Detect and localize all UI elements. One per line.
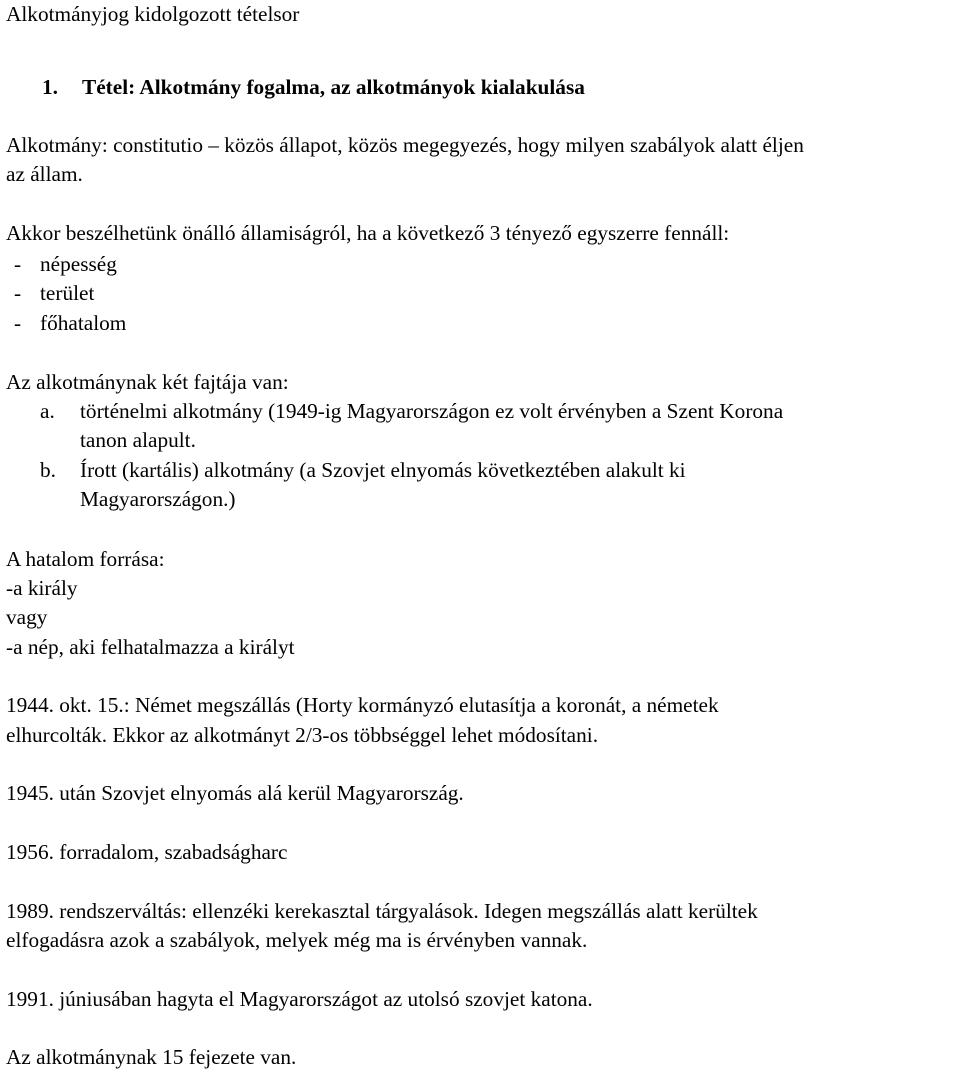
timeline-1991: 1991. júniusában hagyta el Magyarországot az utolsó szovjet katona. [6,987,593,1011]
power-source-intro: A hatalom forrása: [6,547,165,571]
type-b-line-2: Magyarországon.) [80,487,236,511]
type-a-line-2: tanon alapult. [80,428,196,452]
list-dash: - [14,252,22,276]
timeline-1956: 1956. forradalom, szabadságharc [6,840,288,864]
statehood-intro: Akkor beszélhetünk önálló államiságról, ha a következő 3 tényező egyszerre fennáll: [6,221,730,245]
timeline-1944-line-2: elhurcolták. Ekkor az alkotmányt 2/3-os többséggel lehet módosítani. [6,723,599,747]
timeline-1944-line-1: 1944. okt. 15.: Német megszállás (Horty kormányzó elutasítja a koronát, a németek [6,693,719,717]
list-dash: - [14,311,22,335]
type-b-marker: b. [40,458,56,482]
heading-number: 1. [42,75,58,99]
list-dash: - [14,281,22,305]
timeline-1945: 1945. után Szovjet elnyomás alá kerül Magyarország. [6,781,464,805]
list-item-text: terület [40,281,95,305]
power-source-people: -a nép, aki felhatalmazza a királyt [6,635,295,659]
closing-line: Az alkotmánynak 15 fejezete van. [6,1045,297,1069]
list-item-text: népesség [40,252,117,276]
power-source-or: vagy [6,605,48,629]
definition-line-2: az állam. [6,162,83,186]
document-title: Alkotmányjog kidolgozott tételsor [6,2,300,26]
heading-text: Tétel: Alkotmány fogalma, az alkotmányok kialakulása [82,75,585,99]
types-intro: Az alkotmánynak két fajtája van: [6,370,289,394]
timeline-1989-line-1: 1989. rendszerváltás: ellenzéki kerekasztal tárgyalások. Idegen megszállás alatt kerültek [6,899,758,923]
type-b-line-1: Írott (kartális) alkotmány (a Szovjet elnyomás következtében alakult ki [80,458,686,482]
type-a-marker: a. [40,399,55,423]
timeline-1989-line-2: elfogadásra azok a szabályok, melyek még ma is érvényben vannak. [6,928,588,952]
definition-line-1: Alkotmány: constitutio – közös állapot, közös megegyezés, hogy milyen szabályok alatt éljen [6,133,804,157]
list-item-text: főhatalom [40,311,127,335]
type-a-line-1: történelmi alkotmány (1949-ig Magyarországon ez volt érvényben a Szent Korona [80,399,784,423]
power-source-king: -a király [6,576,78,600]
